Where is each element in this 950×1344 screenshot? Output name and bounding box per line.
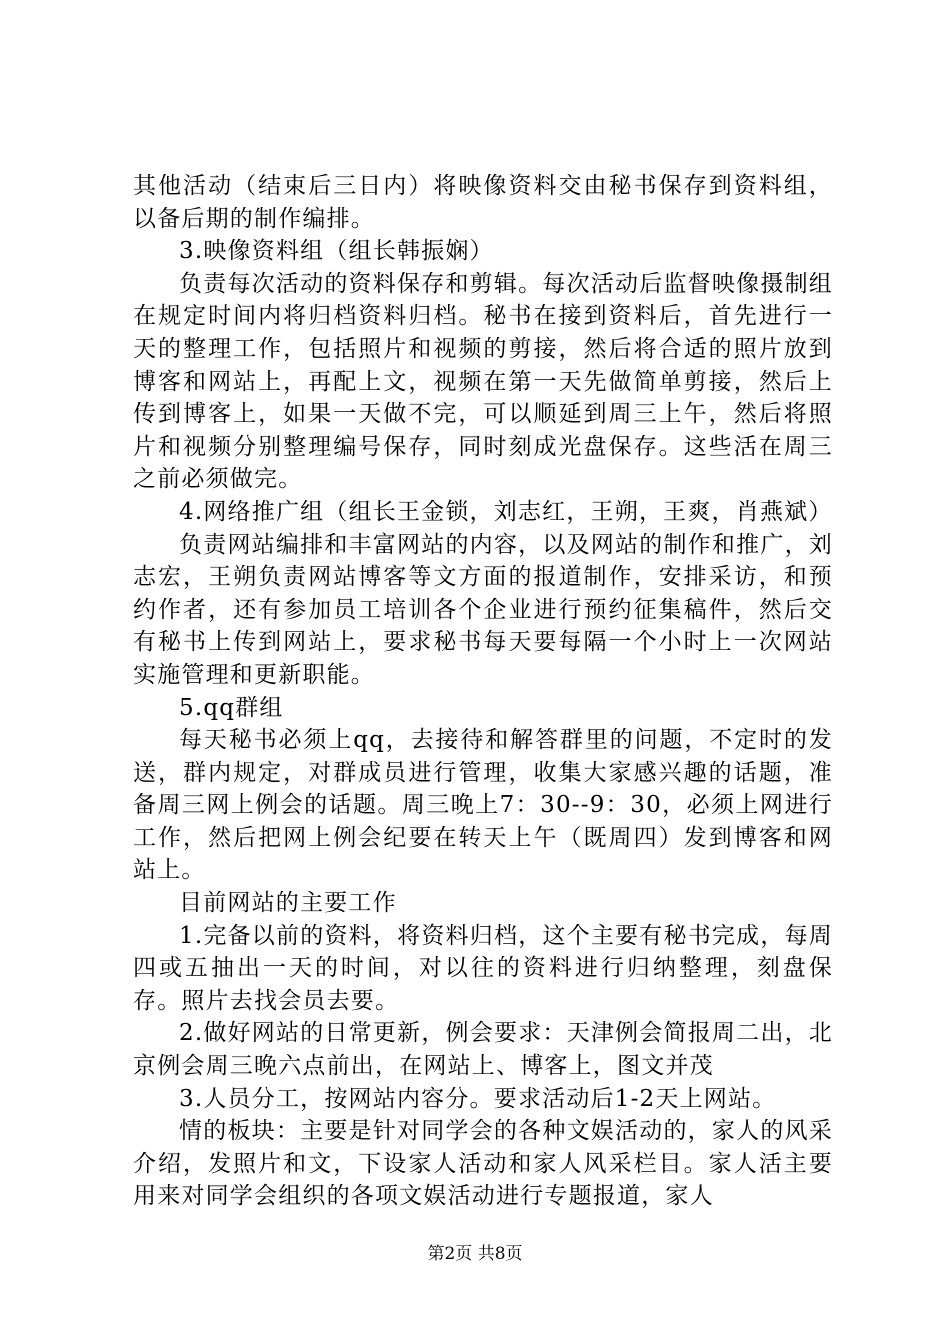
section-heading-media-archive: 3.映像资料组（组长韩振娴） bbox=[179, 238, 494, 265]
section-heading-current-work: 目前网站的主要工作 bbox=[179, 890, 397, 917]
section-heading-qq-group: 5.qq群组 bbox=[179, 694, 284, 721]
paragraph-continuation: 其他活动（结束后三日内）将映像资料交由秘书保存到资料组，以备后期的制作编排。 bbox=[133, 173, 833, 232]
page-number-footer: 第2页 共8页 bbox=[427, 1244, 523, 1264]
paragraph-current-work-2: 2.做好网站的日常更新，例会要求：天津例会简报周二出，北京例会周三晚六点前出，在网站上、博客上，图文并茂 bbox=[133, 1020, 833, 1080]
paragraph-current-work-3: 3.人员分工，按网站内容分。要求活动后1-2天上网站。 bbox=[179, 1085, 777, 1112]
paragraph-media-archive: 负责每次活动的资料保存和剪辑。每次活动后监督映像摄制组在规定时间内将归档资料归档。秘书在接到资料后，首先进行一天的整理工作，包括照片和视频的剪接，然后将合适的照片放到博客和网站上，再配上文，视频在第一天先做简单剪接，然后上传到博客上，如果一天做不完，可以顺延到周三上午，然后将照片和视频分别整理编号保存，同时刻成光盘保存。这些活在周三之前必须做完。 bbox=[133, 270, 833, 493]
section-heading-network-promotion: 4.网络推广组（组长王金锁，刘志红，王朔，王爽，肖燕斌） bbox=[179, 498, 833, 525]
paragraph-qq-group: 每天秘书必须上qq，去接待和解答群里的问题，不定时的发送，群内规定，对群成员进行管理，收集大家感兴趣的话题，准备周三网上例会的话题。周三晚上7：30--9：30，必须上网进行工作，然后把网上例会纪要在转天上午（既周四）发到博客和网站上。 bbox=[133, 727, 833, 884]
paragraph-network-promotion: 负责网站编排和丰富网站的内容，以及网站的制作和推广，刘志宏，王朔负责网站博客等文方面的报道制作，安排采访，和预约作者，还有参加员工培训各个企业进行预约征集稿件，然后交有秘书上传到网站上，要求秘书每天要每隔一个小时上一次网站实施管理和更新职能。 bbox=[133, 531, 833, 688]
paragraph-current-work-1: 1.完备以前的资料，将资料归档，这个主要有秘书完成，每周四或五抽出一天的时间，对以往的资料进行归纳整理，刻盘保存。照片去找会员去要。 bbox=[133, 922, 833, 1014]
document-body bbox=[133, 170, 833, 1213]
paragraph-emotion-section: 情的板块：主要是针对同学会的各种文娱活动的，家人的风采介绍，发照片和文，下设家人活动和家人风采栏目。家人活主要用来对同学会组织的各项文娱活动进行专题报道，家人 bbox=[133, 1118, 833, 1210]
